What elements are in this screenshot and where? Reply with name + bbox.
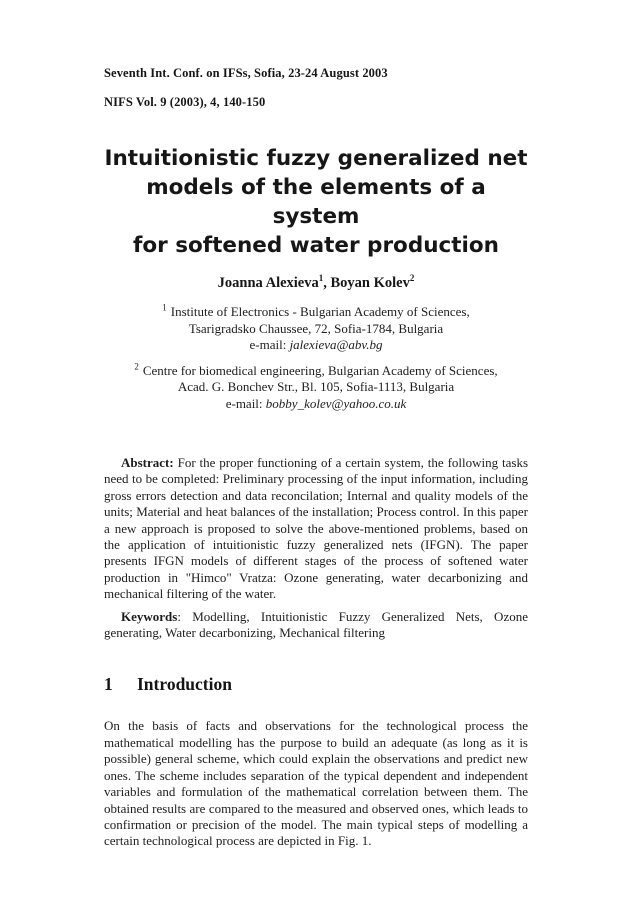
email-label: e-mail: [225, 395, 266, 411]
affiliation-1-institution: Institute of Electronics - Bulgarian Academy of Sciences, [170, 304, 470, 319]
introduction-paragraph: On the basis of facts and observations for the technological process the mathematical modelling has the purpose to build an adequate (as long as it is possible) general scheme, which could explain the observations and predict new ones. The scheme includes separation of the typical dependent and independent variables and formulation of the mathematical correlation between them. The obtained results are compared to the measured and observed ones, which leads to confirmation or precision of the model. The main typical steps of modelling a certain technological process are depicted in Fig. 1. [104, 718, 528, 849]
keywords-paragraph [104, 609, 528, 642]
paper-title-line: models of the elements of a system [146, 175, 486, 229]
affiliation-1-marker: 1 [162, 302, 167, 313]
section-number: 1 [104, 674, 113, 695]
affiliation-1-line-1 [104, 304, 528, 321]
affiliation-2-institution: Centre for biomedical engineering, Bulgarian Academy of Sciences, [142, 362, 498, 378]
conference-header: Seventh Int. Conf. on IFSs, Sofia, 23-24 August 2003 [104, 66, 388, 80]
affiliation-2-address: Acad. G. Bonchev Str., Bl. 105, Sofia-1113, Bulgaria [177, 379, 455, 394]
affiliation-1-email: jalexieva@abv.bg [289, 337, 383, 352]
abstract-paragraph [104, 455, 528, 603]
affiliation-2-marker: 2 [134, 361, 139, 372]
email-label: e-mail: [249, 337, 290, 352]
affiliation-2-email-line [104, 396, 528, 413]
affiliation-2-email: bobby_kolev@yahoo.co.uk [265, 395, 407, 411]
paper-title [104, 144, 528, 260]
author-affiliation-marker-1: 1 [318, 273, 324, 284]
paper-title-line: for softened water production [132, 233, 499, 258]
affiliation-2-line-1 [104, 363, 528, 380]
page-content [104, 0, 528, 850]
authors-separator: , [323, 275, 331, 291]
section-title: Introduction [137, 674, 232, 695]
abstract-text: For the proper functioning of a certain system, the following tasks need to be completed: Preliminary processing of the input information, including gross errors detection and data reconcilation; Internal and quality models of the units; Material and heat balances of the installation; Process control. In this paper a new approach is proposed to solve the above-mentioned problems, based on the application of intuitionistic fuzzy generalized nets (IFGN). The paper presents IFGN models of different stages of the process of softened water production in "Himco" Vratza: Ozone generating, water decarbonizing and mechanical filtering of the water. [104, 455, 528, 602]
keywords-label: Keywords [121, 608, 178, 624]
keywords-text: : Modelling, Intuitionistic Fuzzy Generalized Nets, Ozone generating, Water decarbonizing, Mechanical filtering [104, 608, 528, 641]
affiliation-2 [104, 363, 528, 413]
author-name-2: Boyan Kolev [330, 275, 410, 291]
paper-title-line: Intuitionistic fuzzy generalized net [104, 146, 528, 171]
authors-line [104, 275, 528, 292]
affiliation-1-address: Tsarigradsko Chaussee, 72, Sofia-1784, Bulgaria [188, 320, 444, 336]
affiliation-1 [104, 304, 528, 354]
author-affiliation-marker-2: 2 [409, 273, 415, 284]
abstract-label: Abstract: [121, 455, 174, 470]
affiliation-1-email-line [104, 337, 528, 354]
section-heading-introduction [104, 674, 528, 695]
journal-reference: NIFS Vol. 9 (2003), 4, 140-150 [104, 95, 266, 109]
author-name-1: Joanna Alexieva [217, 275, 319, 291]
